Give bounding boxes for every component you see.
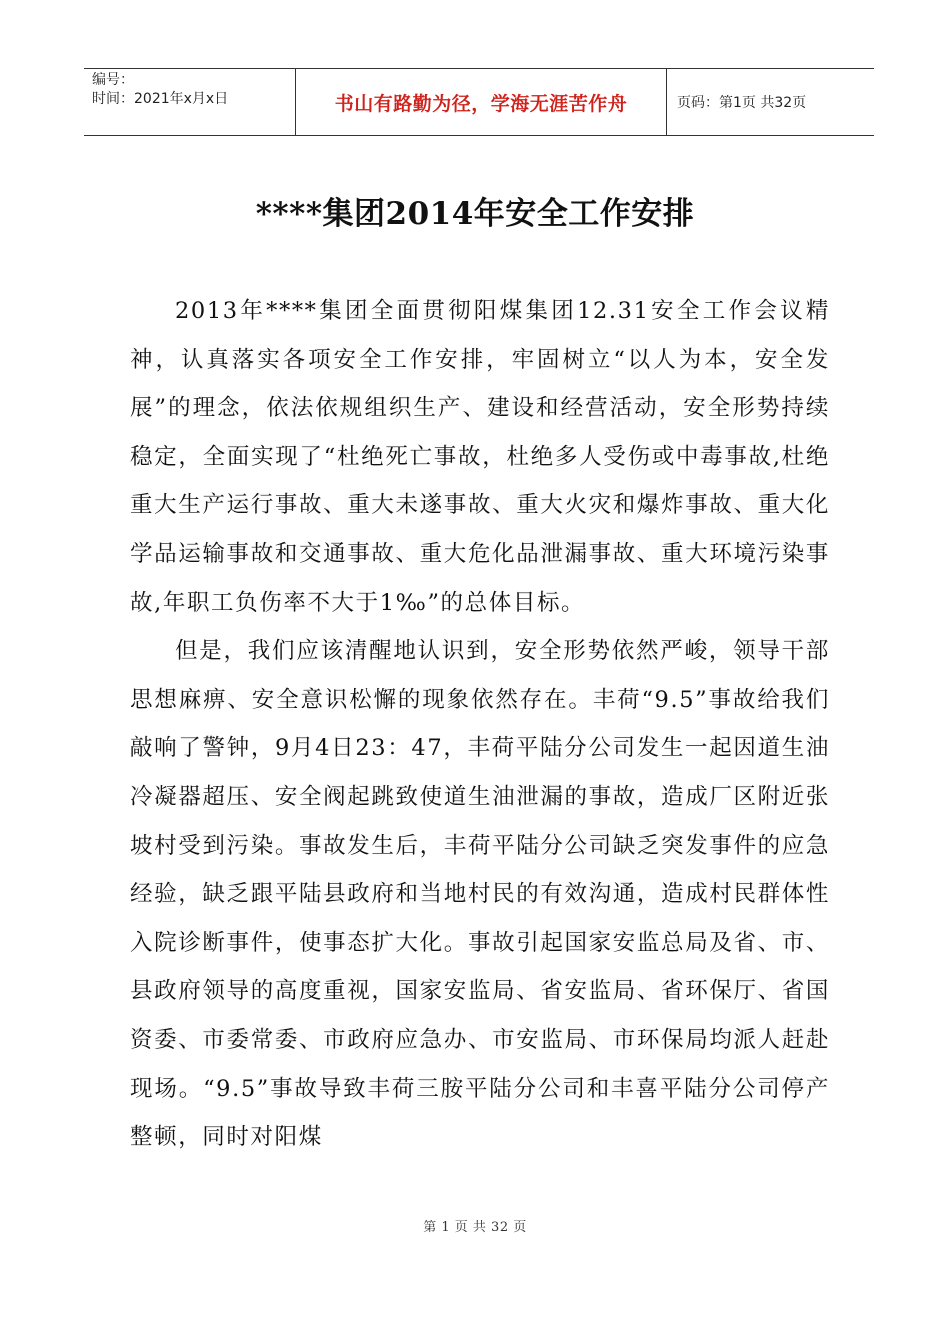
header-meta bbox=[84, 69, 295, 135]
document-body bbox=[130, 287, 830, 1162]
document-title: ****集团2014年安全工作安排 bbox=[255, 196, 695, 232]
document-number-label: 编号： bbox=[92, 72, 134, 88]
header-page-label: 页码：第1页 共32页 bbox=[677, 95, 807, 111]
document-date-label: 时间：2021年x月x日 bbox=[92, 91, 229, 107]
page-header bbox=[84, 68, 874, 136]
paragraph-1: 2013年****集团全面贯彻阳煤集团12.31安全工作会议精神，认真落实各项安全工作安排，牢固树立“以人为本，安全发展”的理念，依法依规组织生产、建设和经营活动，安全形势持续稳定，全面实现了“杜绝死亡事故，杜绝多人受伤或中毒事故,杜绝重大生产运行事故、重大未遂事故、重大火灾和爆炸事故、重大化学品运输事故和交通事故、重大危化品泄漏事故、重大环境污染事故,年职工负伤率不大于1‰”的总体目标。 bbox=[130, 298, 830, 616]
header-motto: 书山有路勤为径，学海无涯苦作舟 bbox=[295, 69, 667, 135]
paragraph-2: 但是，我们应该清醒地认识到，安全形势依然严峻，领导干部思想麻痹、安全意识松懈的现象依然存在。丰荷“9.5”事故给我们敲响了警钟，9月4日23：47，丰荷平陆分公司发生一起因道生油冷凝器超压、安全阀起跳致使道生油泄漏的事故，造成厂区附近张坡村受到污染。事故发生后，丰荷平陆分公司缺乏突发事件的应急经验，缺乏跟平陆县政府和当地村民的有效沟通，造成村民群体性入院诊断事件，使事态扩大化。事故引起国家安监总局及省、市、县政府领导的高度重视，国家安监局、省安监局、省环保厅、省国资委、市委常委、市政府应急办、市安监局、市环保局均派人赶赴现场。“9.5”事故导致丰荷三胺平陆分公司和丰喜平陆分公司停产整顿，同时对阳煤 bbox=[130, 638, 830, 1151]
page-footer: 第 1 页 共 32 页 bbox=[423, 1220, 527, 1235]
